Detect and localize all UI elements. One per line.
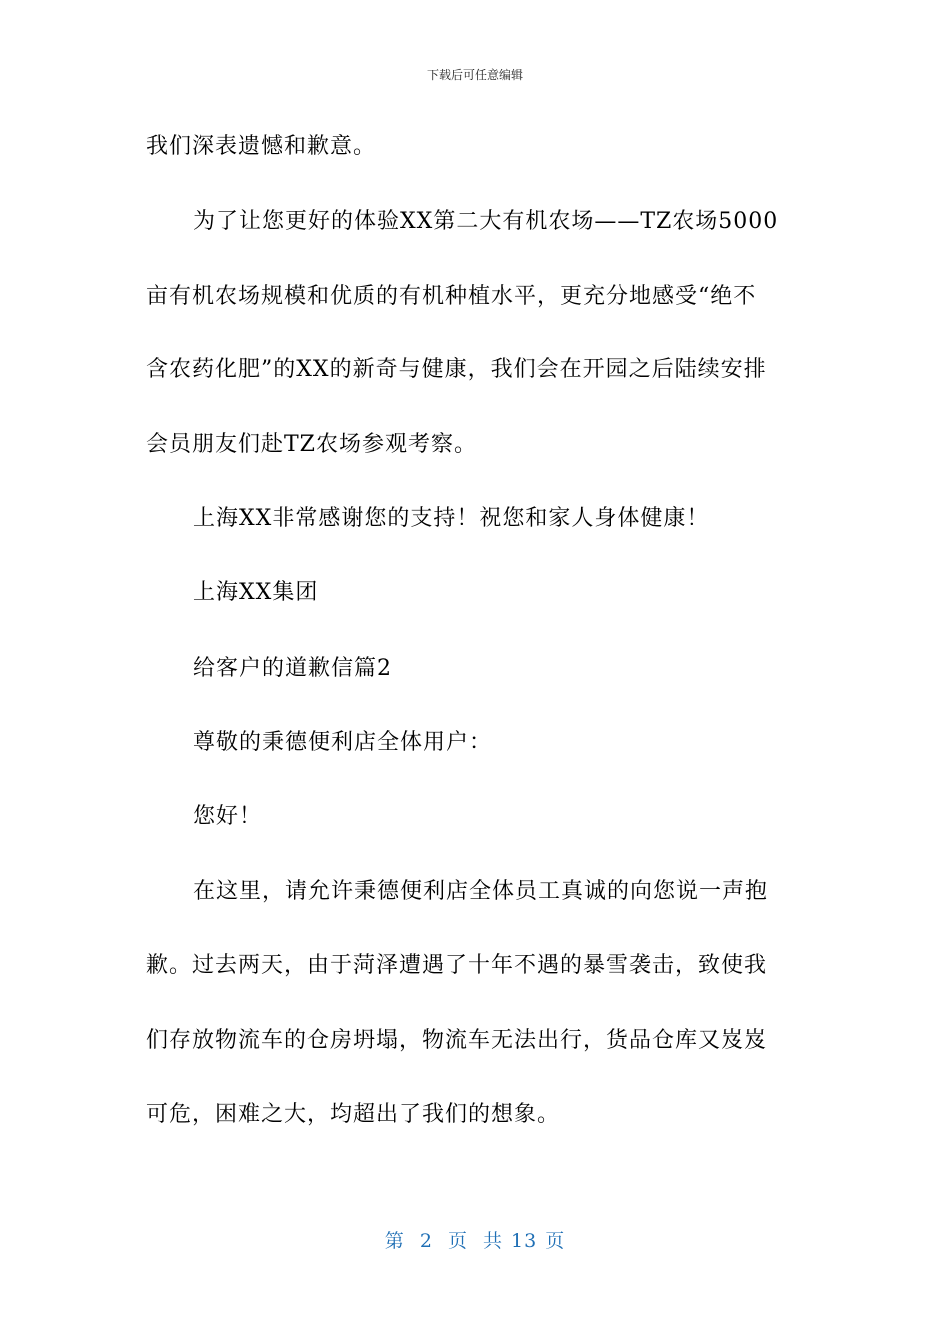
paragraph-line: 可危，困难之大，均超出了我们的想象。 <box>146 1102 561 1127</box>
paragraph-line: 含农药化肥”的XX的新奇与健康，我们会在开园之后陆续安排 <box>146 357 767 382</box>
download-note: 下载后可任意编辑 <box>426 68 523 82</box>
page-label-prefix: 第 <box>384 1230 405 1252</box>
paragraph-line: 会员朋友们赴TZ农场参观考察。 <box>146 432 477 457</box>
paragraph-line: 在这里，请允许秉德便利店全体员工真诚的向您说一声抱 <box>193 879 769 904</box>
current-page-number: 2 <box>419 1230 433 1252</box>
page-number-footer <box>0 1226 950 1253</box>
paragraph-line: 们存放物流车的仓房坍塌，物流车无法出行，货品仓库又岌岌 <box>146 1028 768 1053</box>
salutation-line: 尊敬的秉德便利店全体用户： <box>193 730 493 755</box>
signature-line: 上海XX集团 <box>193 580 319 605</box>
total-label: 共 <box>483 1230 504 1252</box>
section-heading: 给客户的道歉信篇2 <box>193 656 392 681</box>
paragraph-line: 亩有机农场规模和优质的有机种植水平，更充分地感受“绝不 <box>146 284 757 309</box>
paragraph-line: 我们深表遗憾和歉意。 <box>146 134 377 159</box>
greeting-line: 您好！ <box>193 804 263 829</box>
page-label-mid: 页 <box>447 1230 468 1252</box>
paragraph-line: 上海XX非常感谢您的支持！祝您和家人身体健康！ <box>193 506 710 531</box>
total-pages-number: 13 <box>511 1230 538 1252</box>
page-label-suffix: 页 <box>545 1230 566 1252</box>
paragraph-line: 为了让您更好的体验XX第二大有机农场——TZ农场5000 <box>193 209 779 234</box>
paragraph-line: 歉。过去两天，由于菏泽遭遇了十年不遇的暴雪袭击，致使我 <box>146 953 768 978</box>
